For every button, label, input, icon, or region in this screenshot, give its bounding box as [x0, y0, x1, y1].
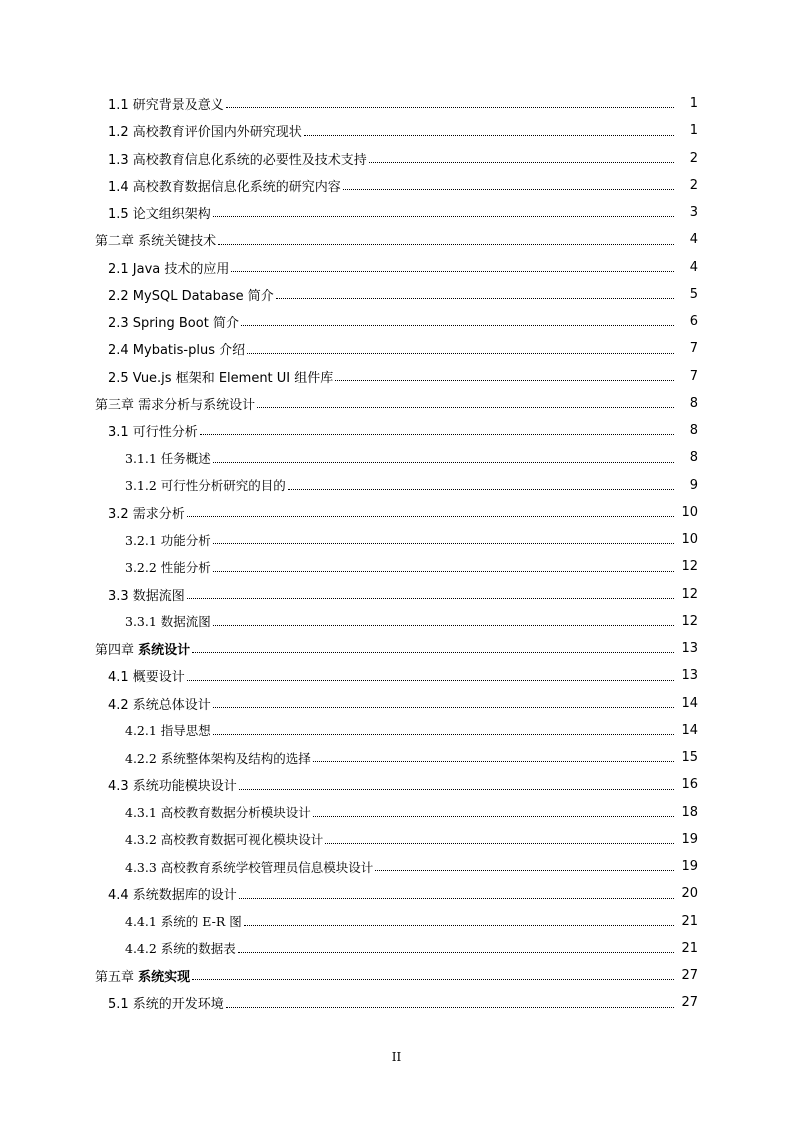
- toc-entry-page-number: 27: [681, 968, 698, 984]
- dot-leader: [375, 869, 674, 871]
- toc-entry-chapter-number: 第四章: [95, 643, 139, 659]
- toc-entry-page-number: 15: [681, 750, 698, 766]
- toc-entry-title: 3.1.1 任务概述: [125, 450, 211, 466]
- toc-entry-page-number: 19: [681, 859, 698, 875]
- toc-entry-title: 3.1.2 可行性分析研究的目的: [125, 478, 286, 494]
- toc-entry[interactable]: [0, 444, 793, 471]
- toc-entry[interactable]: [0, 526, 793, 553]
- dot-leader: [187, 597, 674, 599]
- toc-entry-page-number: 4: [689, 259, 698, 275]
- dot-leader: [213, 733, 674, 735]
- dot-leader: [241, 324, 674, 326]
- dot-leader: [276, 297, 674, 299]
- toc-entry-page-number: 16: [681, 777, 698, 793]
- toc-entry-title: 4.2 系统总体设计: [108, 697, 211, 713]
- toc-entry[interactable]: [0, 363, 793, 390]
- toc-entry[interactable]: [0, 771, 793, 798]
- toc-entry-title: 1.2 高校教育评价国内外研究现状: [108, 125, 302, 141]
- toc-entry-chapter-title: 系统设计: [138, 643, 191, 659]
- dot-leader: [192, 651, 674, 653]
- toc-entry[interactable]: [0, 635, 793, 662]
- dot-leader: [304, 134, 674, 136]
- toc-entry-title: 1.4 高校教育数据信息化系统的研究内容: [108, 179, 341, 195]
- dot-leader: [369, 161, 674, 163]
- toc-entry[interactable]: [0, 581, 793, 608]
- toc-entry-title: 5.1 系统的开发环境: [108, 997, 224, 1013]
- toc-entry[interactable]: [0, 799, 793, 826]
- toc-entry-title: 4.3.1 高校教育数据分析模块设计: [125, 805, 311, 821]
- dot-leader: [226, 106, 674, 108]
- dot-leader: [218, 243, 674, 245]
- dot-leader: [343, 188, 674, 190]
- dot-leader: [213, 461, 674, 463]
- toc-entry[interactable]: [0, 472, 793, 499]
- toc-entry-title: 2.5 Vue.js 框架和 Element UI 组件库: [108, 370, 334, 386]
- toc-entry-title: 4.3.2 高校教育数据可视化模块设计: [125, 832, 324, 848]
- toc-entry-page-number: 19: [681, 831, 698, 847]
- dot-leader: [200, 433, 674, 435]
- dot-leader: [213, 570, 674, 572]
- toc-entry[interactable]: [0, 717, 793, 744]
- toc-entry-title: 4.3 系统功能模块设计: [108, 779, 237, 795]
- toc-entry-title: 第三章 需求分析与系统设计: [95, 397, 256, 413]
- toc-entry-page-number: 3: [689, 205, 698, 221]
- toc-entry-chapter-number: 第五章: [95, 970, 139, 986]
- toc-entry-title: 3.3.1 数据流图: [125, 614, 211, 630]
- toc-entry[interactable]: [0, 880, 793, 907]
- toc-entry-title: 4.1 概要设计: [108, 670, 185, 686]
- dot-leader: [288, 488, 674, 490]
- toc-entry-page-number: 14: [681, 695, 698, 711]
- toc-entry[interactable]: [0, 962, 793, 989]
- toc-entry-page-number: 7: [689, 341, 698, 357]
- toc-entry-chapter-title: 系统实现: [138, 970, 191, 986]
- dot-leader: [213, 624, 674, 626]
- toc-entry-page-number: 4: [689, 232, 698, 248]
- toc-entry-title: 1.1 研究背景及意义: [108, 98, 224, 114]
- toc-entry[interactable]: [0, 989, 793, 1016]
- toc-entry-page-number: 20: [681, 886, 698, 902]
- toc-entry-title: 3.2.1 功能分析: [125, 532, 211, 548]
- toc-entry-page-number: 21: [681, 940, 698, 956]
- toc-entry-page-number: 8: [689, 423, 698, 439]
- toc-entry-page-number: 14: [681, 722, 698, 738]
- toc-entry-title: 第二章 系统关键技术: [95, 234, 217, 250]
- dot-leader: [231, 270, 674, 272]
- toc-entry-page-number: 6: [689, 314, 698, 330]
- toc-entry-title: 3.1 可行性分析: [108, 425, 198, 441]
- dot-leader: [187, 679, 674, 681]
- toc-entry[interactable]: [0, 499, 793, 526]
- toc-entry-title: 1.5 论文组织架构: [108, 207, 211, 223]
- dot-leader: [213, 706, 674, 708]
- toc-entry-page-number: 9: [689, 477, 698, 493]
- toc-entry[interactable]: [0, 335, 793, 362]
- toc-entry[interactable]: [0, 417, 793, 444]
- dot-leader: [247, 352, 674, 354]
- dot-leader: [213, 215, 674, 217]
- toc-entry-page-number: 13: [681, 641, 698, 657]
- toc-entry[interactable]: [0, 199, 793, 226]
- toc-entry-title: 4.4.2 系统的数据表: [125, 941, 236, 957]
- toc-entry[interactable]: [0, 90, 793, 117]
- toc-entry[interactable]: [0, 308, 793, 335]
- toc-entry-page-number: 12: [681, 586, 698, 602]
- toc-entry[interactable]: [0, 172, 793, 199]
- dot-leader: [226, 1006, 674, 1008]
- toc-entry-page-number: 1: [689, 123, 698, 139]
- dot-leader: [325, 842, 674, 844]
- dot-leader: [313, 760, 674, 762]
- toc-entry-page-number: 7: [689, 368, 698, 384]
- toc-entry[interactable]: [0, 690, 793, 717]
- toc-entry-title: 4.2.2 系统整体架构及结构的选择: [125, 750, 311, 766]
- toc-entry-page-number: 2: [689, 177, 698, 193]
- toc-entry-page-number: 10: [681, 532, 698, 548]
- dot-leader: [257, 406, 674, 408]
- toc-entry-title: [95, 639, 190, 658]
- toc-entry[interactable]: [0, 935, 793, 962]
- toc-entry[interactable]: [0, 281, 793, 308]
- toc-entry[interactable]: [0, 908, 793, 935]
- dot-leader: [313, 815, 674, 817]
- toc-entry-page-number: 10: [681, 504, 698, 520]
- toc-entry-title: 3.3 数据流图: [108, 588, 185, 604]
- toc-entry[interactable]: [0, 662, 793, 689]
- toc-entry-page-number: 8: [689, 395, 698, 411]
- toc-entry-title: 2.4 Mybatis-plus 介绍: [108, 343, 246, 359]
- page-number-footer: II: [391, 1050, 402, 1064]
- toc-entry-page-number: 1: [689, 96, 698, 112]
- toc-entry-page-number: 12: [681, 559, 698, 575]
- toc-entry-page-number: 12: [681, 613, 698, 629]
- toc-entry-title: 2.3 Spring Boot 简介: [108, 316, 239, 332]
- toc-entry-title: 3.2.2 性能分析: [125, 559, 211, 575]
- dot-leader: [239, 788, 674, 790]
- toc-entry-title: 4.4.1 系统的 E-R 图: [125, 914, 242, 930]
- toc-entry-page-number: 18: [681, 804, 698, 820]
- toc-entry-page-number: 2: [689, 150, 698, 166]
- table-of-contents: [0, 90, 793, 1017]
- dot-leader: [244, 924, 674, 926]
- toc-entry-title: 4.4 系统数据库的设计: [108, 888, 237, 904]
- toc-entry[interactable]: [0, 826, 793, 853]
- toc-entry-title: 3.2 需求分析: [108, 506, 185, 522]
- toc-entry-page-number: 8: [689, 450, 698, 466]
- dot-leader: [187, 515, 674, 517]
- toc-entry[interactable]: [0, 853, 793, 880]
- dot-leader: [238, 951, 674, 953]
- dot-leader: [213, 542, 674, 544]
- toc-entry[interactable]: [0, 117, 793, 144]
- toc-entry-page-number: 27: [681, 995, 698, 1011]
- toc-entry-title: 2.2 MySQL Database 简介: [108, 288, 274, 304]
- toc-entry-title: 2.1 Java 技术的应用: [108, 261, 230, 277]
- toc-entry[interactable]: [0, 226, 793, 253]
- dot-leader: [192, 978, 674, 980]
- toc-entry[interactable]: [0, 390, 793, 417]
- toc-entry[interactable]: [0, 145, 793, 172]
- toc-entry-title: [95, 966, 190, 985]
- toc-entry[interactable]: [0, 254, 793, 281]
- toc-entry-page-number: 13: [681, 668, 698, 684]
- toc-entry[interactable]: [0, 744, 793, 771]
- toc-entry-title: 1.3 高校教育信息化系统的必要性及技术支持: [108, 152, 367, 168]
- toc-entry[interactable]: [0, 553, 793, 580]
- dot-leader: [335, 379, 674, 381]
- toc-entry-title: 4.3.3 高校教育系统学校管理员信息模块设计: [125, 859, 374, 875]
- dot-leader: [239, 897, 674, 899]
- toc-entry-page-number: 5: [689, 286, 698, 302]
- toc-entry-page-number: 21: [681, 913, 698, 929]
- toc-entry[interactable]: [0, 608, 793, 635]
- toc-entry-title: 4.2.1 指导思想: [125, 723, 211, 739]
